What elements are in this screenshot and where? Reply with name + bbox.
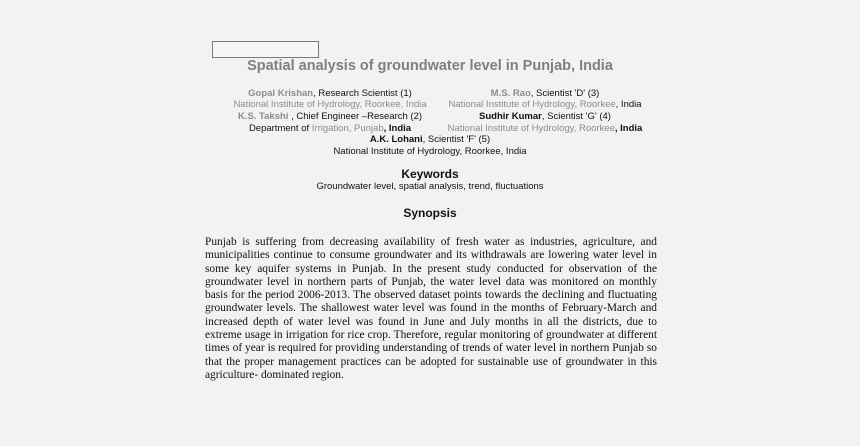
author-name: A.K. Lohani: [369, 134, 423, 145]
affiliation-country: , India: [615, 99, 642, 110]
affiliation: National Institute of Hydrology, Roorkee: [447, 123, 615, 134]
author-lohani: [0, 134, 860, 146]
author-role: , Research Scientist (1): [313, 88, 412, 99]
author-name: M.S. Rao: [490, 88, 531, 99]
affiliation-prefix: Department of: [248, 123, 312, 134]
affiliation: National Institute of Hydrology, Roorkee, India: [233, 99, 427, 110]
author-name: Sudhir Kumar: [479, 111, 542, 122]
affiliation: National Institute of Hydrology, Roorkee, India: [333, 146, 527, 157]
affiliation: National Institute of Hydrology, Roorkee: [448, 99, 616, 110]
author-role: , Scientist 'G' (4): [541, 111, 611, 122]
paper-title: Spatial analysis of groundwater level in Punjab, India: [247, 58, 613, 74]
synopsis-text: Punjab is suffering from decreasing availability of fresh water as industries, agriculture, and municipalities continue to consume groundwater and its withdrawals are lowering water level in some key aquifer systems in Punjab. In the present study conducted for observation of the groundwater level in northern parts of Punjab, the water level data was monitored on monthly basis for the period 2006-2013. The observed dataset points towards the declining and fluctuating groundwater levels. The shallowest water level was found in the months of February-March and increased depth of water level was found in June and July months in all the districts, due to extreme usage in irrigation for rice crop. Therefore, regular monitoring of groundwater at different times of year is required for providing understanding of trends of water level in northern Punjab so that the proper management practices can be adopted for sustainable use of groundwater in this agriculture- dominated region.: [205, 236, 657, 381]
author-role: , Chief Engineer –Research (2): [288, 111, 423, 122]
author-name: Gopal Krishan: [248, 88, 314, 99]
keywords-text: Groundwater level, spatial analysis, trend, fluctuations: [316, 181, 544, 192]
synopsis-heading: Synopsis: [403, 206, 457, 220]
affiliation: Irrigation, Punjab: [311, 123, 384, 134]
affiliation-country: , India: [383, 123, 412, 134]
affil-rao: [420, 99, 670, 111]
author-kumar: [420, 111, 670, 123]
affiliation-country: , India: [614, 123, 643, 134]
affil-lohani: [0, 146, 860, 158]
author-role: , Scientist 'F' (5): [422, 134, 491, 145]
keywords-heading: Keywords: [401, 167, 459, 181]
blank-box: [212, 41, 319, 58]
author-name: K.S. Takshi: [237, 111, 289, 122]
author-role: , Scientist 'D' (3): [530, 88, 600, 99]
